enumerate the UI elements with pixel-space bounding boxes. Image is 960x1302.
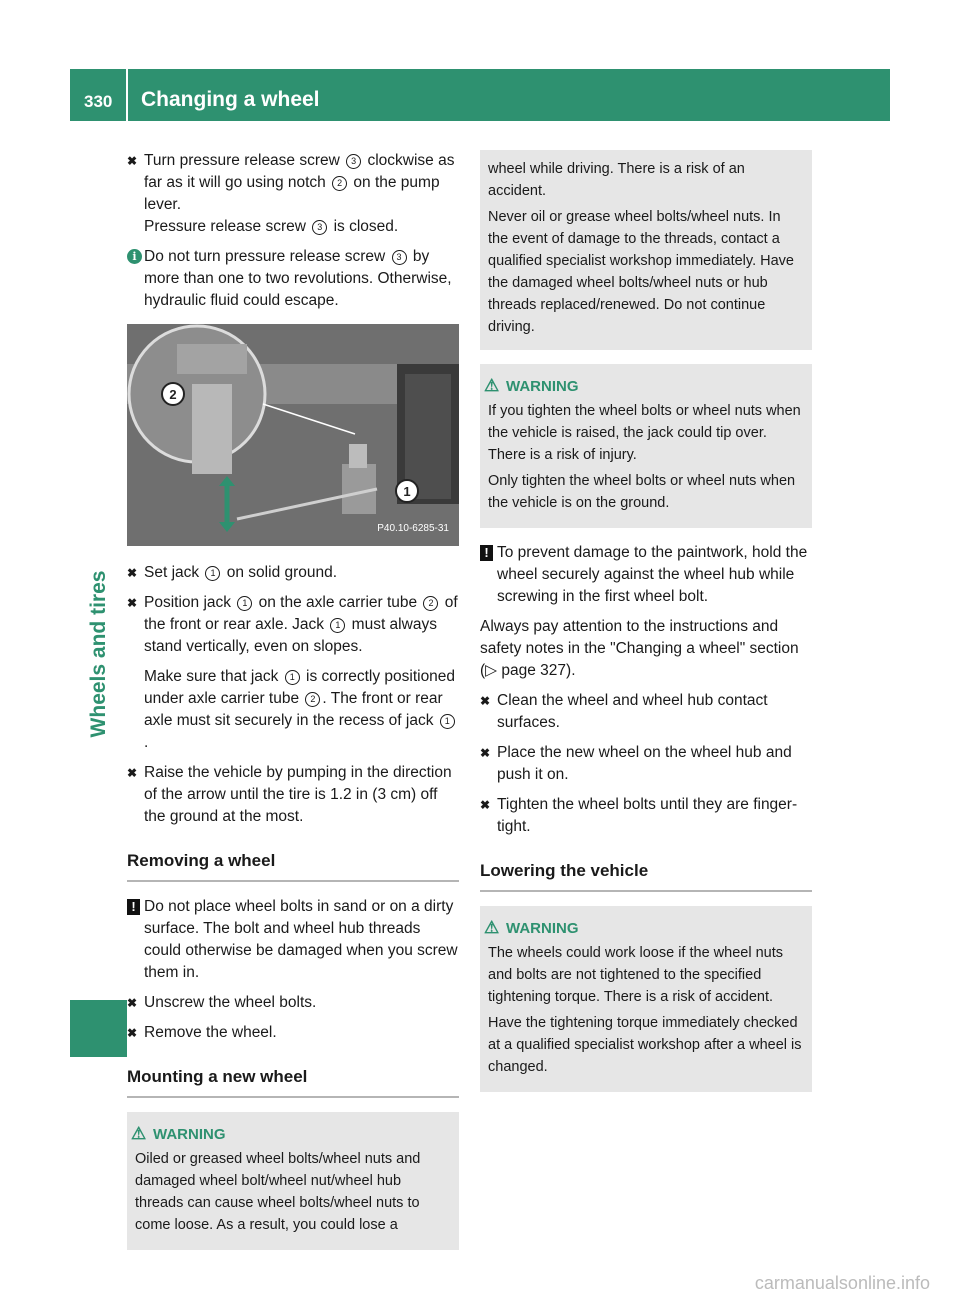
step-text: Make sure that jack (144, 668, 283, 685)
callout-2-icon: 2 (305, 692, 320, 707)
note-text: To prevent damage to the paintwork, hold the wheel securely against the wheel hub while screwing in the first wheel bolt. (497, 544, 808, 605)
instruction-step (480, 742, 812, 786)
callout-2-icon: 2 (423, 596, 438, 611)
note-text: Do not place wheel bolts in sand or on a dirty surface. The bolt and wheel hub threads could otherwise be damaged when you screw them in. (144, 898, 458, 981)
step-text: Raise the vehicle by pumping in the direction of the arrow until the tire is 1.2 in (3 cm) off the ground at the most. (144, 764, 452, 825)
step-text: on the axle carrier tube (254, 594, 422, 611)
svg-text:1: 1 (403, 484, 411, 499)
step-text: Position jack (144, 594, 236, 611)
step-text: of the front or rear axle. Jack (144, 594, 458, 633)
watermark: carmanualsonline.info (754, 1273, 930, 1293)
step-text: is correctly positioned under axle carrier tube (144, 668, 456, 707)
instruction-step (480, 690, 812, 734)
instruction-step (127, 762, 459, 828)
heading-mounting-wheel: Mounting a new wheel (127, 1066, 459, 1098)
step-text: Place the new wheel on the wheel hub and push it on. (497, 744, 792, 783)
step-arrow-icon: ✖ (480, 798, 491, 812)
step-arrow-icon: ✖ (127, 596, 138, 610)
step-text: . The front or rear axle must sit securely in the recess of jack (144, 690, 443, 729)
step-text: Turn pressure release screw (144, 152, 345, 169)
step-text: clockwise as far as it will go using notch (144, 152, 455, 191)
warning-text: wheel while driving. There is a risk of an accident. (488, 161, 745, 199)
exclamation-icon: ! (480, 545, 493, 561)
info-icon: i (127, 249, 142, 264)
warning-text: The wheels could work loose if the wheel nuts and bolts are not tightened to the specified tightening torque. There is a risk of accident. (488, 945, 783, 1005)
left-column (127, 150, 459, 1264)
warning-box (480, 906, 812, 1092)
step-arrow-icon: ✖ (127, 766, 138, 780)
step-arrow-icon: ✖ (127, 996, 138, 1010)
step-text: Clean the wheel and wheel hub contact surfaces. (497, 692, 768, 731)
result-text: Pressure release screw (144, 218, 311, 235)
svg-text:2: 2 (169, 387, 177, 402)
instruction-step (127, 1022, 459, 1044)
jack-illustration-drawing (127, 324, 459, 546)
heading-lowering-vehicle: Lowering the vehicle (480, 860, 812, 892)
warning-title-text: WARNING (153, 1126, 226, 1143)
step-text: must always stand vertically, even on slopes. (144, 616, 437, 655)
warning-title-text: WARNING (506, 378, 579, 395)
info-note (127, 246, 459, 312)
callout-3-icon: 3 (312, 220, 327, 235)
heading-removing-wheel: Removing a wheel (127, 850, 459, 882)
callout-1-icon: 1 (205, 566, 220, 581)
callout-1-icon: 1 (440, 714, 455, 729)
section-title: Changing a wheel (141, 88, 320, 111)
right-column (480, 150, 812, 1106)
callout-3-icon: 3 (392, 250, 407, 265)
warning-text: Only tighten the wheel bolts or wheel nuts when the vehicle is on the ground. (488, 473, 796, 511)
warning-title (131, 1124, 451, 1146)
warning-triangle-icon: ⚠ (484, 376, 500, 395)
exclamation-icon: ! (127, 899, 140, 915)
instruction-step (127, 992, 459, 1014)
chapter-side-label: Wheels and tires (87, 570, 110, 738)
note-text: by more than one to two revolutions. Otherwise, hydraulic fluid could escape. (144, 248, 452, 309)
instruction-step (127, 592, 459, 658)
step-arrow-icon: ✖ (127, 1026, 138, 1040)
paragraph: Always pay attention to the instructions and safety notes in the "Changing a wheel" section (▷ page 327). (480, 618, 799, 679)
warning-title (484, 918, 804, 940)
warning-text: If you tighten the wheel bolts or wheel nuts when the vehicle is raised, the jack could tip over. There is a risk of injury. (488, 403, 801, 463)
step-text: Unscrew the wheel bolts. (144, 994, 317, 1011)
warning-text: Never oil or grease wheel bolts/wheel nuts. In the event of damage to the threads, contact a qualified specialist workshop immediately. Have the damaged wheel bolts/wheel nuts or hub threads replaced/renewed. Do not continue driving. (488, 209, 794, 335)
chapter-tab-marker (70, 1000, 127, 1057)
instruction-step (480, 794, 812, 838)
step-arrow-icon: ✖ (480, 746, 491, 760)
step-text: on solid ground. (222, 564, 338, 581)
caution-note (127, 896, 459, 984)
figure-code: P40.10-6285-31 (377, 523, 449, 534)
page-header (70, 69, 890, 121)
callout-3-icon: 3 (346, 154, 361, 169)
note-text: Do not turn pressure release screw (144, 248, 390, 265)
warning-box (127, 1112, 459, 1250)
header-divider (126, 69, 128, 121)
warning-text: Oiled or greased wheel bolts/wheel nuts and damaged wheel bolt/wheel nut/wheel hub threads can cause wheel bolts/wheel nuts to come loose. As a result, you could lose a (135, 1151, 421, 1233)
step-text: on the pump lever. (144, 174, 440, 213)
step-arrow-icon: ✖ (127, 566, 138, 580)
callout-1-icon: 1 (285, 670, 300, 685)
caution-note (480, 542, 812, 608)
callout-1-icon: 1 (330, 618, 345, 633)
callout-2-icon: 2 (332, 176, 347, 191)
warning-triangle-icon: ⚠ (131, 1124, 147, 1143)
callout-1-icon: 1 (237, 596, 252, 611)
instruction-detail (127, 666, 459, 754)
warning-title-text: WARNING (506, 920, 579, 937)
result-text: is closed. (329, 218, 399, 235)
jack-illustration (127, 324, 459, 546)
warning-continuation-box (480, 150, 812, 350)
step-text: Tighten the wheel bolts until they are finger-tight. (497, 796, 798, 835)
step-text: Set jack (144, 564, 204, 581)
warning-box (480, 364, 812, 528)
step-text: . (144, 734, 149, 751)
warning-triangle-icon: ⚠ (484, 918, 500, 937)
step-text: Remove the wheel. (144, 1024, 277, 1041)
instruction-step (127, 150, 459, 238)
step-arrow-icon: ✖ (127, 154, 138, 168)
page-number: 330 (84, 92, 113, 111)
warning-text: Have the tightening torque immediately checked at a qualified specialist workshop after a wheel is changed. (488, 1015, 802, 1075)
warning-title (484, 376, 804, 398)
step-arrow-icon: ✖ (480, 694, 491, 708)
instruction-step (127, 562, 459, 584)
